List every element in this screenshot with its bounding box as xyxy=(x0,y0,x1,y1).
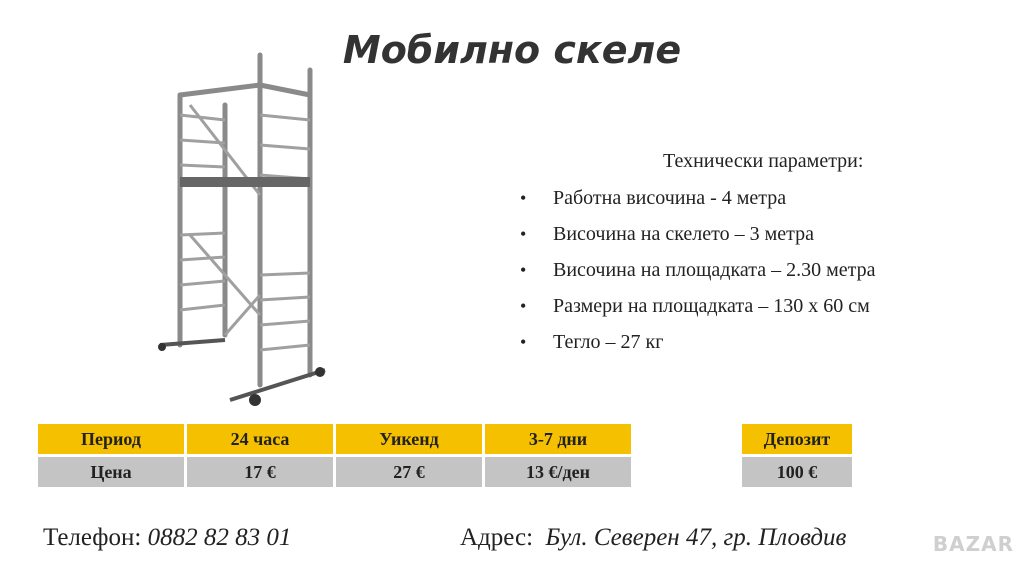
spec-item: • Тегло – 27 кг xyxy=(520,329,876,365)
phone-label: Телефон: xyxy=(43,524,142,551)
specs-list xyxy=(520,185,876,365)
price-value-cell: 27 € xyxy=(336,457,482,487)
price-header-cell: 24 часа xyxy=(187,424,333,454)
price-value-cell: 17 € xyxy=(187,457,333,487)
price-value-cell: 13 €/ден xyxy=(485,457,631,487)
phone-number: 0882 82 83 01 xyxy=(147,524,292,551)
address-line xyxy=(460,524,846,552)
price-header-cell: Период xyxy=(38,424,184,454)
deposit-table xyxy=(739,421,855,490)
price-table-header-row xyxy=(38,424,631,454)
page-title: Мобилно скеле xyxy=(342,28,682,72)
price-table xyxy=(35,421,634,490)
price-header-cell: 3-7 дни xyxy=(485,424,631,454)
price-table-value-row xyxy=(38,457,631,487)
price-value-cell: Цена xyxy=(38,457,184,487)
phone-line xyxy=(43,524,291,552)
spec-item: • Размери на площадката – 130 х 60 см xyxy=(520,293,876,329)
address-label: Адрес: xyxy=(460,524,534,551)
deposit-value: 100 € xyxy=(742,457,852,487)
spec-item: • Височина на площадката – 2.30 метра xyxy=(520,257,876,293)
spec-item: • Работна височина - 4 метра xyxy=(520,185,876,221)
specs-heading: Технически параметри: xyxy=(663,150,864,172)
price-header-cell: Уикенд xyxy=(336,424,482,454)
deposit-header: Депозит xyxy=(742,424,852,454)
scaffold-image xyxy=(150,45,350,415)
spec-item: • Височина на скелето – 3 метра xyxy=(520,221,876,257)
address-value: Бул. Северен 47, гр. Пловдив xyxy=(545,524,847,551)
bazar-watermark-logo: BAZAR xyxy=(932,532,1014,556)
